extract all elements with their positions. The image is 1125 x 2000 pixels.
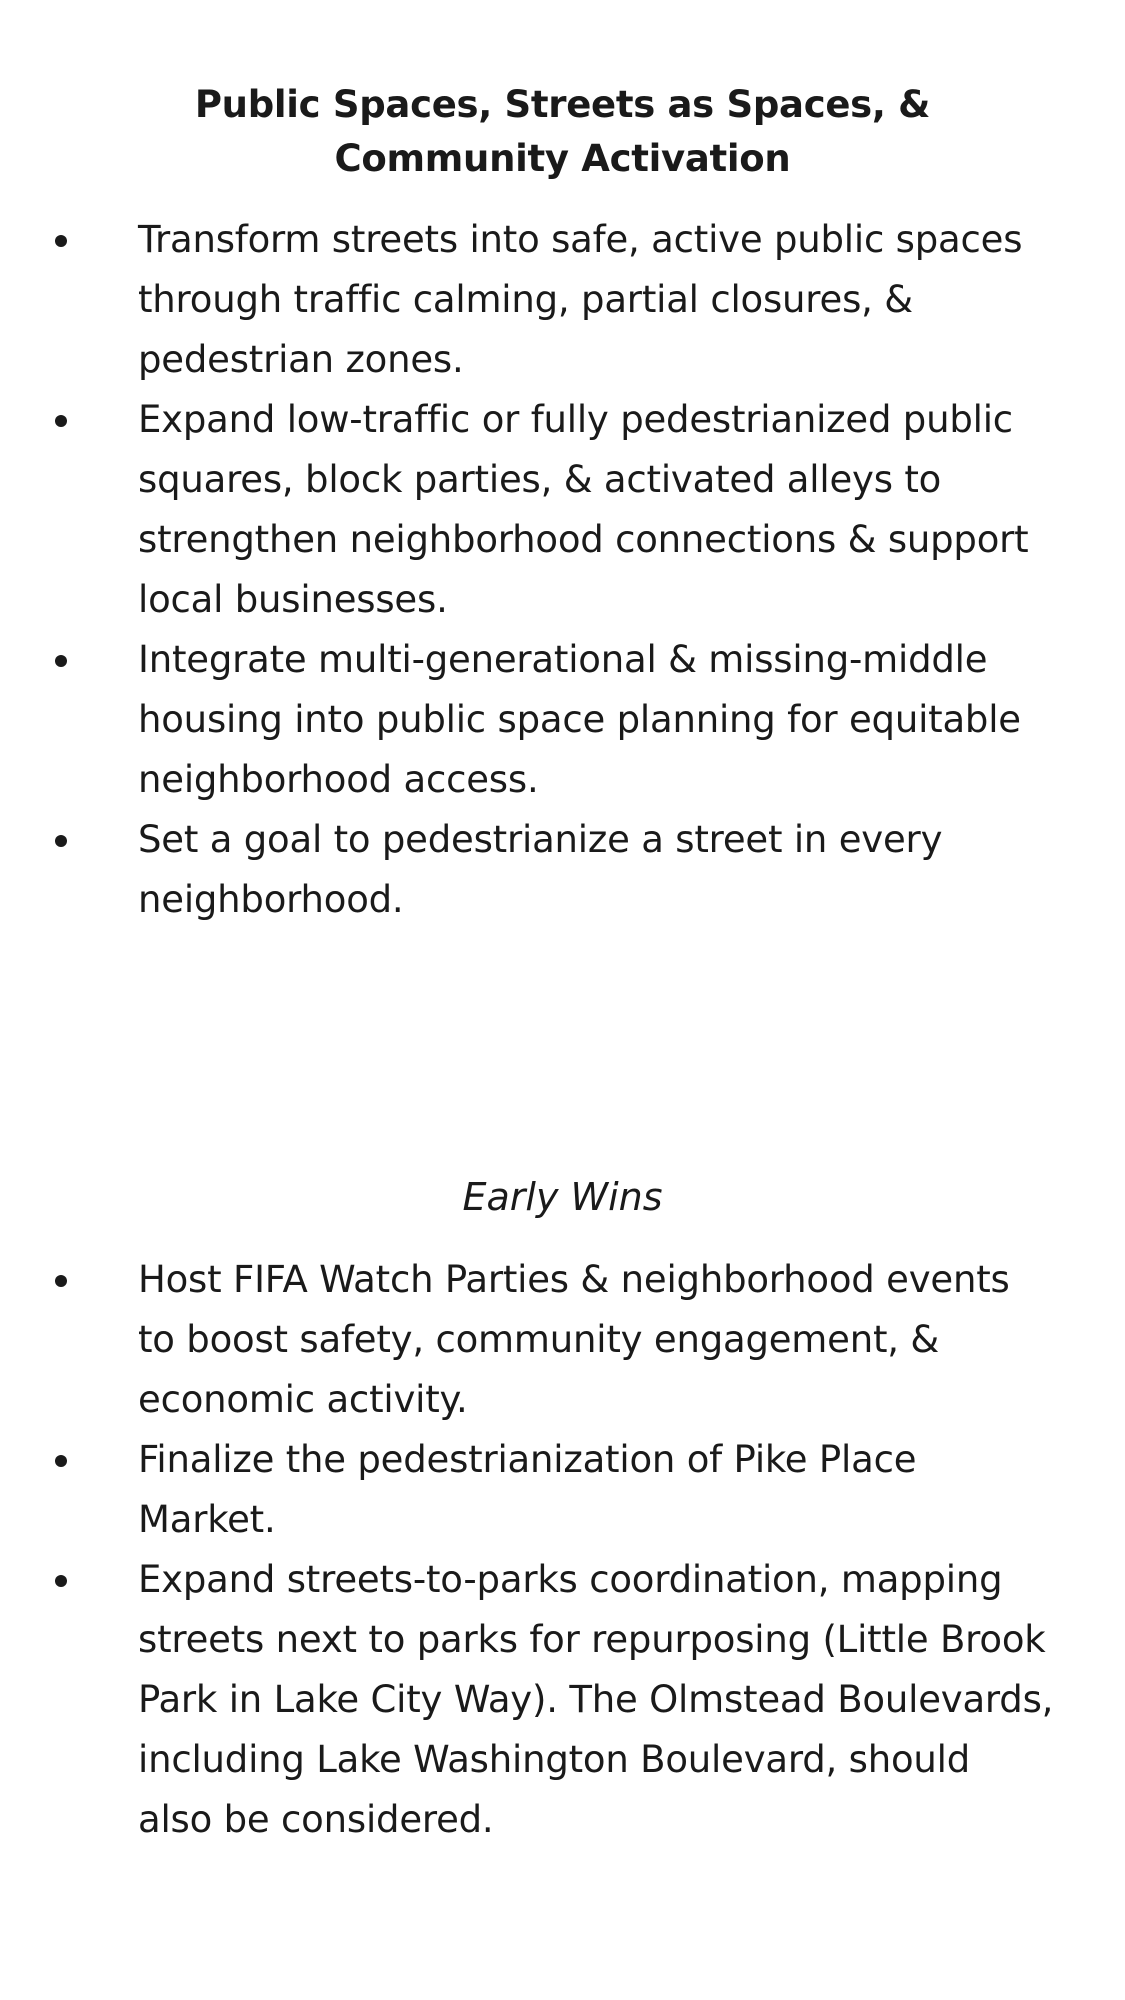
bullet-icon (55, 835, 67, 847)
goals-list (0, 210, 1125, 930)
bullet-icon (55, 1575, 67, 1587)
early-wins-title: Early Wins (462, 1175, 663, 1219)
list-item-text: Expand low-traffic or fully pedestrianized public squares, block parties, & activated alleys to strengthen neighborhood connections & support local businesses. (138, 398, 1029, 621)
bullet-icon (55, 1455, 67, 1467)
section-title-line-2: Community Activation (334, 137, 791, 180)
bullet-icon (55, 235, 67, 247)
bullet-icon (55, 655, 67, 667)
bullet-icon (55, 415, 67, 427)
list-item-text: Set a goal to pedestrianize a street in every neighborhood. (138, 818, 943, 921)
list-item (0, 210, 1125, 390)
bullet-icon (55, 1275, 67, 1287)
list-item (0, 1250, 1125, 1430)
list-item (0, 390, 1125, 630)
list-item (0, 630, 1125, 810)
list-item-text: Transform streets into safe, active public spaces through traffic calming, partial closures, & pedestrian zones. (138, 218, 1023, 381)
list-item-text: Host FIFA Watch Parties & neighborhood events to boost safety, community engagement, & economic activity. (138, 1258, 1010, 1421)
list-item (0, 1430, 1125, 1550)
early-wins-list (0, 1250, 1125, 1850)
list-item-text: Integrate multi-generational & missing-middle housing into public space planning for equitable neighborhood access. (138, 638, 1021, 801)
list-item-text: Expand streets-to-parks coordination, mapping streets next to parks for repurposing (Little Brook Park in Lake City Way). The Olmstead Boulevards, including Lake Washington Boulevard, should also be considered. (138, 1558, 1054, 1841)
list-item (0, 1550, 1125, 1850)
list-item (0, 810, 1125, 930)
section-title-line-1: Public Spaces, Streets as Spaces, & (194, 83, 931, 126)
section-title (60, 78, 1065, 186)
list-item-text: Finalize the pedestrianization of Pike Place Market. (138, 1438, 917, 1541)
